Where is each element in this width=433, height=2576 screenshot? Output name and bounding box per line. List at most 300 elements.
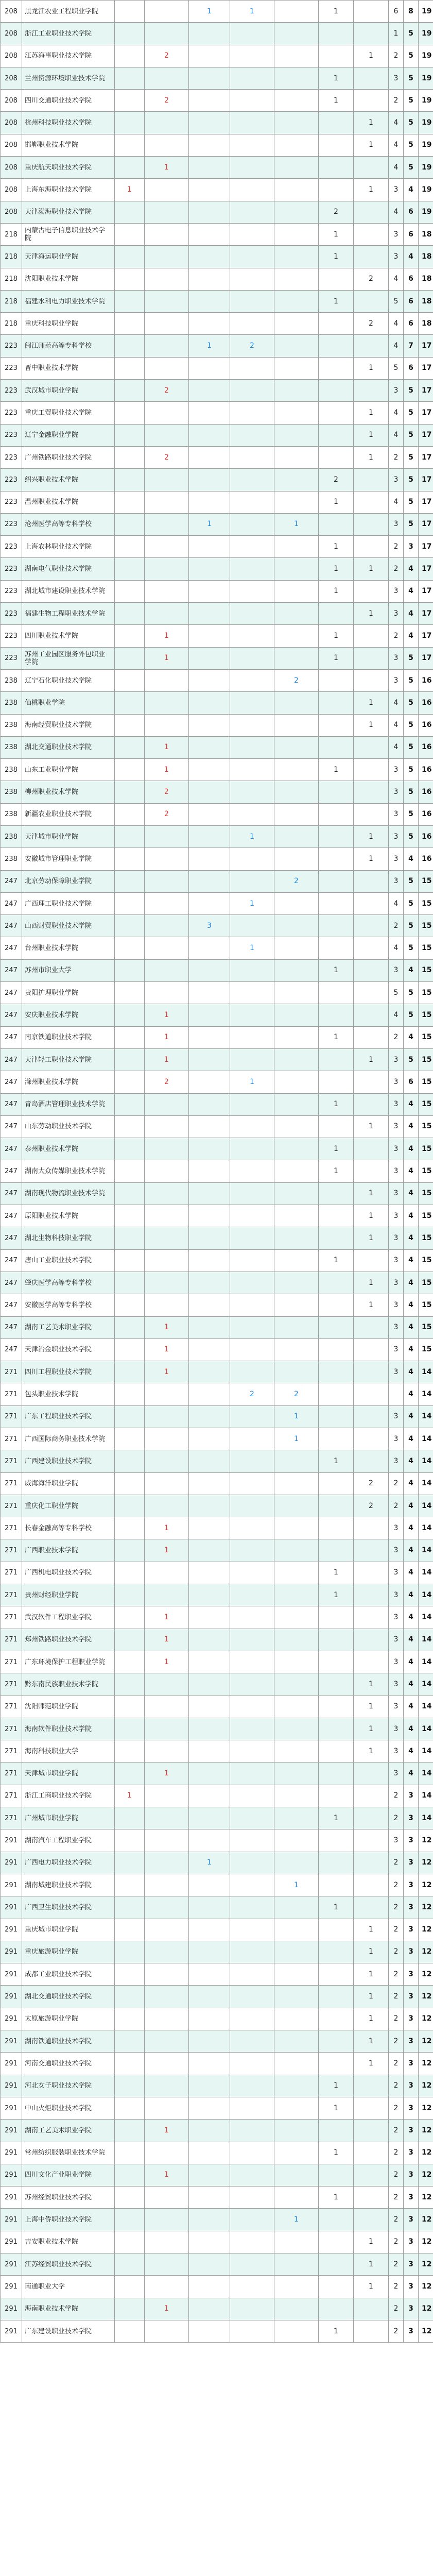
value-cell-h: 4 — [389, 714, 404, 736]
score-cell: 15 — [419, 1026, 433, 1048]
value-cell-a — [115, 892, 145, 914]
value-cell-c: 1 — [189, 1852, 230, 1874]
value-cell-f — [319, 1361, 354, 1383]
value-cell-f — [319, 714, 354, 736]
table-row — [1, 2164, 433, 2186]
value-cell-b: 1 — [145, 736, 189, 758]
value-cell-b: 1 — [145, 1361, 189, 1383]
value-cell-h: 2 — [389, 1941, 404, 1963]
count-cell: 5 — [404, 446, 419, 468]
score-cell: 16 — [419, 825, 433, 848]
value-cell-c — [189, 1517, 230, 1539]
value-cell-c — [189, 1249, 230, 1272]
value-cell-g — [354, 781, 389, 803]
value-cell-c — [189, 1584, 230, 1606]
count-cell: 4 — [404, 1361, 419, 1383]
value-cell-b: 1 — [145, 1316, 189, 1338]
value-cell-c — [189, 90, 230, 112]
value-cell-a — [115, 1249, 145, 1272]
value-cell-d — [230, 1896, 274, 1919]
score-cell: 19 — [419, 23, 433, 45]
value-cell-e — [274, 1071, 319, 1093]
count-cell: 4 — [404, 1762, 419, 1785]
value-cell-g: 1 — [354, 692, 389, 714]
value-cell-d: 1 — [230, 825, 274, 848]
value-cell-d — [230, 1651, 274, 1673]
value-cell-b — [145, 1205, 189, 1227]
table-row — [1, 1182, 433, 1205]
value-cell-c — [189, 2320, 230, 2342]
value-cell-h: 3 — [389, 848, 404, 870]
value-cell-e — [274, 1093, 319, 1115]
value-cell-d — [230, 491, 274, 513]
school-name-cell: 广西电力职业技术学院 — [22, 1852, 115, 1874]
value-cell-h: 2 — [389, 2030, 404, 2053]
value-cell-e — [274, 112, 319, 134]
value-cell-c — [189, 1762, 230, 1785]
count-cell: 3 — [404, 2075, 419, 2097]
score-cell: 14 — [419, 1517, 433, 1539]
score-cell: 15 — [419, 982, 433, 1004]
rank-cell: 247 — [1, 1048, 22, 1071]
value-cell-a — [115, 1138, 145, 1160]
value-cell-b — [145, 2276, 189, 2298]
value-cell-h: 2 — [389, 2187, 404, 2209]
value-cell-d — [230, 625, 274, 647]
rank-cell: 223 — [1, 357, 22, 379]
value-cell-e — [274, 90, 319, 112]
value-cell-c — [189, 1227, 230, 1249]
value-cell-c — [189, 1383, 230, 1405]
rank-cell: 291 — [1, 2209, 22, 2231]
value-cell-a — [115, 2187, 145, 2209]
value-cell-e — [274, 134, 319, 156]
value-cell-h: 4 — [389, 692, 404, 714]
value-cell-b — [145, 1829, 189, 1852]
score-cell: 18 — [419, 313, 433, 335]
value-cell-f — [319, 313, 354, 335]
value-cell-g — [354, 223, 389, 245]
count-cell: 4 — [404, 1160, 419, 1182]
school-name-cell: 河南交通职业技术学院 — [22, 2053, 115, 2075]
value-cell-d — [230, 1539, 274, 1562]
rank-cell: 223 — [1, 491, 22, 513]
table-row — [1, 1539, 433, 1562]
table-row — [1, 1941, 433, 1963]
school-name-cell: 重庆航天职业技术学院 — [22, 157, 115, 179]
school-name-cell: 湖南铁道职业技术学院 — [22, 2030, 115, 2053]
value-cell-f — [319, 915, 354, 937]
value-cell-d — [230, 2209, 274, 2231]
rank-cell: 291 — [1, 1852, 22, 1874]
value-cell-a — [115, 1450, 145, 1472]
value-cell-c — [189, 1896, 230, 1919]
value-cell-b — [145, 179, 189, 201]
rank-cell: 291 — [1, 1919, 22, 1941]
value-cell-a — [115, 759, 145, 781]
score-cell: 14 — [419, 1673, 433, 1696]
value-cell-a — [115, 1182, 145, 1205]
table-row — [1, 2253, 433, 2275]
value-cell-g — [354, 1896, 389, 1919]
value-cell-b: 2 — [145, 1071, 189, 1093]
value-cell-h: 2 — [389, 2253, 404, 2275]
value-cell-g — [354, 1383, 389, 1405]
value-cell-e — [274, 714, 319, 736]
count-cell: 4 — [404, 1115, 419, 1138]
value-cell-d — [230, 2298, 274, 2320]
value-cell-a — [115, 1696, 145, 1718]
score-cell: 17 — [419, 380, 433, 402]
school-name-cell: 山东劳动职业技术学院 — [22, 1115, 115, 1138]
rank-cell: 271 — [1, 1495, 22, 1517]
value-cell-g — [354, 892, 389, 914]
count-cell: 4 — [404, 1294, 419, 1316]
value-cell-h: 3 — [389, 1606, 404, 1629]
value-cell-b — [145, 959, 189, 981]
table-row — [1, 67, 433, 89]
value-cell-b — [145, 536, 189, 558]
value-cell-f: 2 — [319, 469, 354, 491]
value-cell-c — [189, 1963, 230, 1986]
value-cell-h: 3 — [389, 759, 404, 781]
value-cell-d — [230, 1182, 274, 1205]
rank-cell: 247 — [1, 1294, 22, 1316]
value-cell-e — [274, 2320, 319, 2342]
value-cell-c — [189, 647, 230, 669]
value-cell-c — [189, 2231, 230, 2253]
value-cell-e — [274, 1227, 319, 1249]
school-name-cell: 武汉软件工程职业学院 — [22, 1606, 115, 1629]
value-cell-e — [274, 2231, 319, 2253]
value-cell-b: 2 — [145, 781, 189, 803]
value-cell-g — [354, 1651, 389, 1673]
value-cell-g — [354, 1338, 389, 1361]
value-cell-g — [354, 1071, 389, 1093]
value-cell-a — [115, 446, 145, 468]
count-cell: 3 — [404, 2053, 419, 2075]
value-cell-f — [319, 1182, 354, 1205]
value-cell-b — [145, 1740, 189, 1762]
table-row — [1, 1338, 433, 1361]
value-cell-b: 1 — [145, 759, 189, 781]
value-cell-f — [319, 1428, 354, 1450]
value-cell-a — [115, 647, 145, 669]
count-cell: 6 — [404, 290, 419, 312]
value-cell-a — [115, 1338, 145, 1361]
rank-cell: 238 — [1, 848, 22, 870]
school-name-cell: 苏州市职业大学 — [22, 959, 115, 981]
value-cell-d — [230, 446, 274, 468]
value-cell-e — [274, 848, 319, 870]
value-cell-c — [189, 1562, 230, 1584]
value-cell-g: 1 — [354, 2276, 389, 2298]
score-cell: 17 — [419, 603, 433, 625]
count-cell: 5 — [404, 380, 419, 402]
value-cell-f: 1 — [319, 536, 354, 558]
value-cell-a — [115, 625, 145, 647]
count-cell: 5 — [404, 157, 419, 179]
value-cell-c — [189, 2209, 230, 2231]
value-cell-g — [354, 1138, 389, 1160]
school-name-cell: 南通职业大学 — [22, 2276, 115, 2298]
value-cell-g — [354, 335, 389, 357]
school-name-cell: 湖南工艺美术职业学院 — [22, 2120, 115, 2142]
value-cell-d — [230, 1517, 274, 1539]
table-row — [1, 759, 433, 781]
value-cell-c — [189, 2008, 230, 2030]
value-cell-f: 1 — [319, 2075, 354, 2097]
score-cell: 12 — [419, 1896, 433, 1919]
value-cell-b — [145, 1807, 189, 1829]
count-cell: 4 — [404, 179, 419, 201]
rank-cell: 223 — [1, 446, 22, 468]
school-name-cell: 贵州财经职业学院 — [22, 1584, 115, 1606]
value-cell-h: 4 — [389, 1004, 404, 1026]
table-row — [1, 290, 433, 312]
score-cell: 12 — [419, 1963, 433, 1986]
value-cell-c — [189, 268, 230, 290]
count-cell: 4 — [404, 625, 419, 647]
value-cell-h: 3 — [389, 1071, 404, 1093]
table-row — [1, 669, 433, 691]
value-cell-a — [115, 1517, 145, 1539]
value-cell-g: 1 — [354, 1272, 389, 1294]
value-cell-f — [319, 1071, 354, 1093]
value-cell-f — [319, 2030, 354, 2053]
value-cell-c — [189, 1048, 230, 1071]
value-cell-f — [319, 1963, 354, 1986]
score-cell: 14 — [419, 1405, 433, 1428]
value-cell-f: 1 — [319, 246, 354, 268]
value-cell-h: 3 — [389, 1048, 404, 1071]
value-cell-g — [354, 1606, 389, 1629]
count-cell: 3 — [404, 536, 419, 558]
value-cell-g: 1 — [354, 1718, 389, 1740]
value-cell-c — [189, 870, 230, 892]
count-cell: 5 — [404, 112, 419, 134]
value-cell-f: 1 — [319, 491, 354, 513]
value-cell-g: 1 — [354, 1048, 389, 1071]
table-row — [1, 45, 433, 67]
value-cell-e — [274, 1562, 319, 1584]
score-cell: 17 — [419, 625, 433, 647]
score-cell: 12 — [419, 2209, 433, 2231]
school-name-cell: 内蒙古电子信息职业技术学院 — [22, 223, 115, 245]
value-cell-f — [319, 1338, 354, 1361]
value-cell-a — [115, 1629, 145, 1651]
table-row — [1, 246, 433, 268]
table-row — [1, 1852, 433, 1874]
value-cell-c — [189, 536, 230, 558]
rank-cell: 223 — [1, 335, 22, 357]
score-cell: 15 — [419, 892, 433, 914]
count-cell: 4 — [404, 558, 419, 580]
score-cell: 15 — [419, 1249, 433, 1272]
value-cell-e — [274, 959, 319, 981]
count-cell: 5 — [404, 45, 419, 67]
count-cell: 7 — [404, 335, 419, 357]
count-cell: 5 — [404, 90, 419, 112]
value-cell-d — [230, 1629, 274, 1651]
rank-cell: 208 — [1, 23, 22, 45]
value-cell-g: 2 — [354, 1495, 389, 1517]
rank-cell: 247 — [1, 1316, 22, 1338]
value-cell-f — [319, 892, 354, 914]
table-row — [1, 1071, 433, 1093]
value-cell-e — [274, 1539, 319, 1562]
value-cell-h: 2 — [389, 2276, 404, 2298]
value-cell-b — [145, 1718, 189, 1740]
count-cell: 4 — [404, 1026, 419, 1048]
value-cell-a — [115, 45, 145, 67]
value-cell-f: 1 — [319, 2187, 354, 2209]
school-name-cell: 江苏经贸职业技术学院 — [22, 2253, 115, 2275]
score-cell: 15 — [419, 1227, 433, 1249]
value-cell-g — [354, 1807, 389, 1829]
value-cell-g — [354, 982, 389, 1004]
value-cell-g — [354, 759, 389, 781]
value-cell-f — [319, 870, 354, 892]
value-cell-h: 3 — [389, 1272, 404, 1294]
value-cell-h: 2 — [389, 446, 404, 468]
value-cell-e — [274, 1272, 319, 1294]
value-cell-g — [354, 246, 389, 268]
score-cell: 14 — [419, 1584, 433, 1606]
value-cell-d — [230, 23, 274, 45]
value-cell-g — [354, 380, 389, 402]
rank-cell: 291 — [1, 2187, 22, 2209]
value-cell-g: 1 — [354, 558, 389, 580]
table-row — [1, 1160, 433, 1182]
value-cell-h: 2 — [389, 45, 404, 67]
value-cell-a — [115, 1115, 145, 1138]
table-row — [1, 1584, 433, 1606]
value-cell-c — [189, 982, 230, 1004]
count-cell: 4 — [404, 1182, 419, 1205]
value-cell-c — [189, 1472, 230, 1495]
value-cell-g — [354, 870, 389, 892]
value-cell-a — [115, 134, 145, 156]
table-row — [1, 937, 433, 959]
table-row — [1, 870, 433, 892]
table-row — [1, 1004, 433, 1026]
rank-cell: 223 — [1, 380, 22, 402]
value-cell-a — [115, 1428, 145, 1450]
value-cell-g: 1 — [354, 848, 389, 870]
school-name-cell: 南京铁道职业技术学院 — [22, 1026, 115, 1048]
value-cell-c — [189, 1138, 230, 1160]
school-name-cell: 天津城市职业学院 — [22, 825, 115, 848]
value-cell-f: 1 — [319, 223, 354, 245]
value-cell-b: 1 — [145, 647, 189, 669]
value-cell-g — [354, 2120, 389, 2142]
count-cell: 4 — [404, 1495, 419, 1517]
table-row — [1, 1405, 433, 1428]
value-cell-b — [145, 424, 189, 446]
value-cell-a — [115, 1986, 145, 2008]
table-row — [1, 2053, 433, 2075]
rank-cell: 291 — [1, 2097, 22, 2119]
score-cell: 17 — [419, 580, 433, 602]
score-cell: 15 — [419, 1093, 433, 1115]
score-cell: 14 — [419, 1562, 433, 1584]
value-cell-f — [319, 357, 354, 379]
value-cell-a — [115, 335, 145, 357]
value-cell-a — [115, 1272, 145, 1294]
value-cell-g: 1 — [354, 1941, 389, 1963]
school-name-cell: 广西国际商务职业技术学院 — [22, 1428, 115, 1450]
score-cell: 15 — [419, 870, 433, 892]
value-cell-d — [230, 915, 274, 937]
value-cell-e: 1 — [274, 1428, 319, 1450]
value-cell-g: 1 — [354, 424, 389, 446]
value-cell-g: 1 — [354, 134, 389, 156]
value-cell-d — [230, 647, 274, 669]
value-cell-f — [319, 1294, 354, 1316]
value-cell-e — [274, 1026, 319, 1048]
value-cell-c — [189, 2120, 230, 2142]
count-cell: 4 — [404, 1338, 419, 1361]
value-cell-h: 3 — [389, 1539, 404, 1562]
value-cell-e — [274, 603, 319, 625]
value-cell-b — [145, 67, 189, 89]
school-name-cell: 北京劳动保障职业学院 — [22, 870, 115, 892]
rank-cell: 247 — [1, 982, 22, 1004]
value-cell-e: 1 — [274, 1405, 319, 1428]
rank-cell: 223 — [1, 625, 22, 647]
school-name-cell: 重庆化工职业学院 — [22, 1495, 115, 1517]
value-cell-b — [145, 2008, 189, 2030]
value-cell-d — [230, 201, 274, 223]
value-cell-a — [115, 2253, 145, 2275]
value-cell-a — [115, 201, 145, 223]
value-cell-g — [354, 201, 389, 223]
value-cell-e — [274, 313, 319, 335]
value-cell-h: 2 — [389, 2231, 404, 2253]
count-cell: 4 — [404, 1472, 419, 1495]
value-cell-c — [189, 825, 230, 848]
value-cell-c — [189, 2276, 230, 2298]
value-cell-g — [354, 2075, 389, 2097]
rank-cell: 247 — [1, 1071, 22, 1093]
value-cell-h: 3 — [389, 67, 404, 89]
value-cell-f — [319, 1004, 354, 1026]
value-cell-f — [319, 23, 354, 45]
rank-cell: 247 — [1, 1160, 22, 1182]
count-cell: 4 — [404, 1584, 419, 1606]
school-name-cell: 安徽城市管理职业学院 — [22, 848, 115, 870]
value-cell-g — [354, 1785, 389, 1807]
value-cell-d — [230, 1472, 274, 1495]
value-cell-a — [115, 1227, 145, 1249]
value-cell-d — [230, 246, 274, 268]
value-cell-h: 3 — [389, 1361, 404, 1383]
score-cell: 17 — [419, 424, 433, 446]
count-cell: 5 — [404, 513, 419, 535]
school-name-cell: 沧州医学高等专科学校 — [22, 513, 115, 535]
value-cell-a — [115, 2030, 145, 2053]
value-cell-h: 2 — [389, 2053, 404, 2075]
table-row — [1, 603, 433, 625]
count-cell: 5 — [404, 134, 419, 156]
table-row — [1, 1517, 433, 1539]
school-name-cell: 湖南汽车工程职业学院 — [22, 1829, 115, 1852]
value-cell-d — [230, 870, 274, 892]
school-name-cell: 湖南大众传媒职业技术学院 — [22, 1160, 115, 1182]
score-cell: 15 — [419, 937, 433, 959]
value-cell-c — [189, 357, 230, 379]
